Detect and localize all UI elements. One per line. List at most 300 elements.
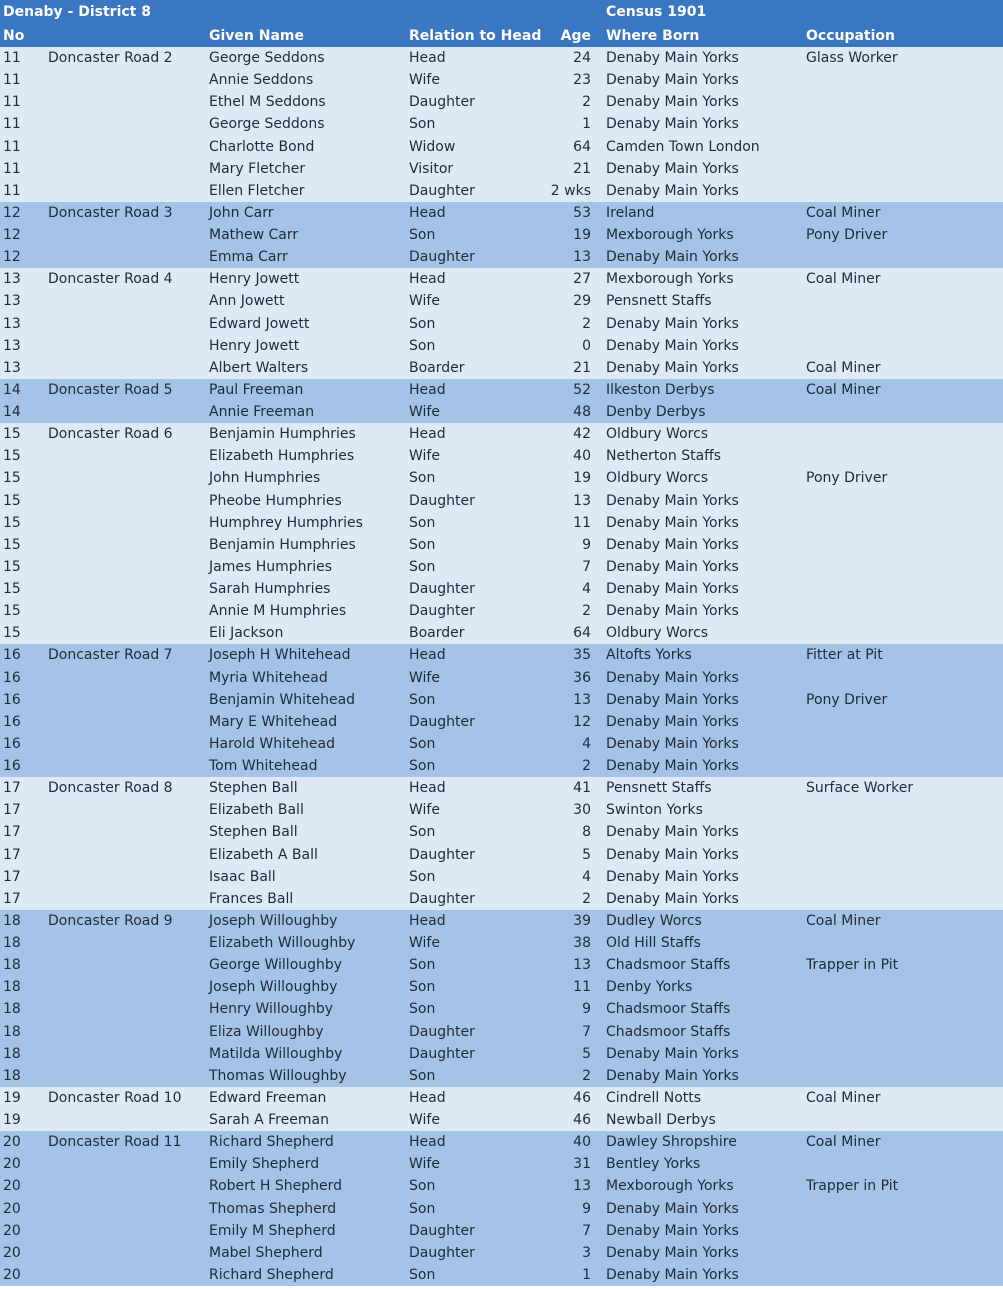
cell-given-name: Eliza Willoughby <box>209 1023 324 1040</box>
cell-no: 14 <box>3 381 21 398</box>
cell-age: 5 <box>582 846 591 863</box>
cell-no: 17 <box>3 846 21 863</box>
cell-where-born: Mexborough Yorks <box>606 227 734 243</box>
cell-age: 2 <box>582 603 591 620</box>
cell-no: 15 <box>3 536 21 553</box>
cell-relation: Son <box>409 1001 436 1018</box>
cell-relation: Daughter <box>409 249 475 266</box>
cell-relation: Wife <box>409 448 440 465</box>
column-header-no: No <box>3 28 25 44</box>
table-row <box>0 379 1003 401</box>
cell-given-name: Matilda Willoughby <box>209 1045 343 1062</box>
cell-relation: Wife <box>409 1156 440 1173</box>
cell-relation: Head <box>409 1089 446 1106</box>
cell-age: 12 <box>573 713 591 730</box>
cell-age: 41 <box>573 780 591 797</box>
cell-no: 17 <box>3 868 21 885</box>
cell-age: 2 <box>582 315 591 332</box>
cell-age: 24 <box>573 50 591 66</box>
cell-given-name: George Seddons <box>209 116 325 133</box>
cell-relation: Son <box>409 470 436 487</box>
cell-given-name: James Humphries <box>209 558 333 575</box>
column-header-where-born: Where Born <box>606 28 700 44</box>
census-label: Census 1901 <box>606 4 707 20</box>
cell-where-born: Denaby Main Yorks <box>606 315 739 332</box>
cell-given-name: Sarah Humphries <box>209 581 331 597</box>
cell-given-name: Pheobe Humphries <box>209 492 342 509</box>
cell-age: 13 <box>573 691 591 708</box>
cell-relation: Boarder <box>409 359 465 376</box>
table-row <box>0 976 1003 998</box>
cell-no: 20 <box>3 1134 21 1151</box>
cell-age: 5 <box>582 1045 591 1062</box>
table-row <box>0 423 1003 445</box>
cell-no: 11 <box>3 50 21 66</box>
table-row <box>0 910 1003 932</box>
cell-given-name: Isaac Ball <box>209 868 276 885</box>
cell-no: 15 <box>3 514 21 531</box>
cell-where-born: Chadsmoor Staffs <box>606 1023 731 1040</box>
cell-occupation: Fitter at Pit <box>806 647 883 664</box>
cell-where-born: Denaby Main Yorks <box>606 50 739 66</box>
column-header-given-name: Given Name <box>209 28 304 44</box>
cell-given-name: Annie M Humphries <box>209 603 347 620</box>
cell-given-name: Mathew Carr <box>209 227 299 243</box>
cell-age: 27 <box>573 271 591 288</box>
cell-relation: Wife <box>409 1112 440 1128</box>
cell-age: 13 <box>573 957 591 974</box>
cell-relation: Daughter <box>409 603 475 620</box>
cell-relation: Head <box>409 271 446 288</box>
cell-given-name: Charlotte Bond <box>209 138 315 155</box>
cell-no: 11 <box>3 160 21 177</box>
table-row <box>0 799 1003 821</box>
table-row <box>0 1065 1003 1087</box>
cell-no: 13 <box>3 315 21 332</box>
cell-given-name: Richard Shepherd <box>209 1134 334 1151</box>
table-row <box>0 534 1003 556</box>
cell-given-name: Richard Shepherd <box>209 1266 334 1283</box>
cell-where-born: Denaby Main Yorks <box>606 713 739 730</box>
cell-relation: Wife <box>409 404 440 420</box>
cell-no: 17 <box>3 890 21 907</box>
table-row <box>0 844 1003 866</box>
cell-where-born: Denaby Main Yorks <box>606 581 739 597</box>
cell-relation: Head <box>409 50 446 66</box>
table-row <box>0 1242 1003 1264</box>
cell-occupation: Pony Driver <box>806 470 888 487</box>
cell-given-name: Emma Carr <box>209 249 288 266</box>
cell-age: 64 <box>573 625 591 642</box>
cell-age: 48 <box>573 404 591 420</box>
cell-where-born: Ireland <box>606 204 655 221</box>
table-row <box>0 667 1003 689</box>
cell-relation: Son <box>409 514 436 531</box>
cell-no: 16 <box>3 713 21 730</box>
cell-relation: Daughter <box>409 1023 475 1040</box>
table-row <box>0 158 1003 180</box>
cell-relation: Son <box>409 558 436 575</box>
cell-no: 16 <box>3 691 21 708</box>
table-row <box>0 821 1003 843</box>
table-row <box>0 1087 1003 1109</box>
cell-age: 1 <box>582 1266 591 1283</box>
cell-given-name: Joseph H Whitehead <box>209 647 351 664</box>
table-row <box>0 224 1003 246</box>
cell-occupation: Coal Miner <box>806 381 881 398</box>
cell-where-born: Swinton Yorks <box>606 802 703 819</box>
cell-where-born: Denaby Main Yorks <box>606 1067 739 1084</box>
table-row <box>0 1264 1003 1286</box>
cell-relation: Son <box>409 1266 436 1283</box>
table-row <box>0 246 1003 268</box>
cell-occupation: Coal Miner <box>806 204 881 221</box>
cell-where-born: Denaby Main Yorks <box>606 1200 739 1217</box>
cell-no: 15 <box>3 470 21 487</box>
cell-no: 16 <box>3 758 21 774</box>
cell-relation: Wife <box>409 72 440 89</box>
cell-age: 40 <box>573 448 591 465</box>
table-row <box>0 866 1003 888</box>
cell-given-name: Stephen Ball <box>209 824 298 841</box>
table-row <box>0 954 1003 976</box>
cell-address: Doncaster Road 6 <box>48 426 173 443</box>
cell-given-name: Myria Whitehead <box>209 669 328 686</box>
cell-age: 31 <box>573 1156 591 1173</box>
cell-occupation: Trapper in Pit <box>806 1178 899 1195</box>
cell-relation: Daughter <box>409 492 475 509</box>
cell-no: 19 <box>3 1112 21 1128</box>
cell-where-born: Denaby Main Yorks <box>606 1244 739 1261</box>
cell-relation: Head <box>409 1134 446 1151</box>
cell-where-born: Old Hill Staffs <box>606 935 701 951</box>
table-row <box>0 556 1003 578</box>
cell-age: 40 <box>573 1134 591 1151</box>
cell-given-name: Joseph Willoughby <box>209 979 338 996</box>
cell-age: 19 <box>573 227 591 243</box>
cell-where-born: Denaby Main Yorks <box>606 1045 739 1062</box>
cell-address: Doncaster Road 8 <box>48 780 173 797</box>
cell-no: 18 <box>3 1001 21 1018</box>
cell-where-born: Denaby Main Yorks <box>606 669 739 686</box>
cell-age: 42 <box>573 426 591 443</box>
cell-given-name: Mary E Whitehead <box>209 713 338 730</box>
column-header-relation: Relation to Head <box>409 28 542 44</box>
cell-no: 15 <box>3 492 21 509</box>
cell-where-born: Oldbury Worcs <box>606 426 709 443</box>
cell-given-name: Elizabeth A Ball <box>209 846 318 863</box>
cell-where-born: Denaby Main Yorks <box>606 868 739 885</box>
cell-occupation: Coal Miner <box>806 271 881 288</box>
cell-where-born: Denaby Main Yorks <box>606 890 739 907</box>
cell-no: 16 <box>3 669 21 686</box>
table-row <box>0 313 1003 335</box>
cell-given-name: Sarah A Freeman <box>209 1112 329 1128</box>
cell-age: 23 <box>573 72 591 89</box>
cell-no: 13 <box>3 271 21 288</box>
column-header-age: Age <box>560 28 591 44</box>
cell-relation: Head <box>409 381 446 398</box>
table-row <box>0 202 1003 224</box>
cell-relation: Son <box>409 536 436 553</box>
cell-age: 8 <box>582 824 591 841</box>
table-row <box>0 1021 1003 1043</box>
cell-no: 13 <box>3 293 21 310</box>
cell-age: 2 <box>582 890 591 907</box>
cell-no: 20 <box>3 1222 21 1239</box>
cell-no: 12 <box>3 249 21 266</box>
cell-given-name: George Willoughby <box>209 957 343 974</box>
cell-given-name: Thomas Willoughby <box>209 1067 347 1084</box>
cell-no: 11 <box>3 94 21 111</box>
cell-relation: Wife <box>409 669 440 686</box>
cell-relation: Daughter <box>409 1222 475 1239</box>
cell-relation: Son <box>409 1067 436 1084</box>
table-row <box>0 357 1003 379</box>
cell-relation: Daughter <box>409 713 475 730</box>
cell-address: Doncaster Road 4 <box>48 271 173 288</box>
cell-age: 4 <box>582 735 591 752</box>
cell-no: 15 <box>3 558 21 575</box>
table-row <box>0 1220 1003 1242</box>
cell-age: 7 <box>582 1023 591 1040</box>
cell-where-born: Denaby Main Yorks <box>606 116 739 133</box>
cell-where-born: Bentley Yorks <box>606 1156 701 1173</box>
cell-where-born: Altofts Yorks <box>606 647 692 664</box>
table-row <box>0 290 1003 312</box>
cell-age: 7 <box>582 558 591 575</box>
cell-age: 39 <box>573 912 591 929</box>
cell-no: 15 <box>3 603 21 620</box>
cell-where-born: Denaby Main Yorks <box>606 536 739 553</box>
cell-no: 15 <box>3 426 21 443</box>
cell-relation: Visitor <box>409 160 454 177</box>
cell-relation: Wife <box>409 935 440 951</box>
cell-given-name: Mabel Shepherd <box>209 1244 323 1261</box>
table-row <box>0 136 1003 158</box>
column-header-row <box>0 24 1003 47</box>
cell-occupation: Pony Driver <box>806 227 888 243</box>
cell-no: 11 <box>3 138 21 155</box>
cell-relation: Boarder <box>409 625 465 642</box>
cell-relation: Son <box>409 116 436 133</box>
cell-where-born: Pensnett Staffs <box>606 293 712 310</box>
cell-age: 46 <box>573 1112 591 1128</box>
cell-no: 17 <box>3 780 21 797</box>
table-row <box>0 1131 1003 1153</box>
cell-given-name: Ellen Fletcher <box>209 182 305 199</box>
cell-where-born: Cindrell Notts <box>606 1089 702 1106</box>
cell-given-name: Thomas Shepherd <box>209 1200 337 1217</box>
table-row <box>0 932 1003 954</box>
table-row <box>0 711 1003 733</box>
cell-where-born: Denaby Main Yorks <box>606 249 739 266</box>
cell-occupation: Coal Miner <box>806 359 881 376</box>
cell-given-name: Henry Willoughby <box>209 1001 334 1018</box>
cell-given-name: Benjamin Whitehead <box>209 691 356 708</box>
cell-age: 13 <box>573 492 591 509</box>
cell-where-born: Newball Derbys <box>606 1112 716 1128</box>
table-body <box>0 47 1003 1286</box>
table-row <box>0 578 1003 600</box>
table-row <box>0 467 1003 489</box>
table-row <box>0 689 1003 711</box>
cell-address: Doncaster Road 11 <box>48 1134 182 1151</box>
column-header-occupation: Occupation <box>806 28 896 44</box>
cell-no: 16 <box>3 735 21 752</box>
cell-no: 12 <box>3 204 21 221</box>
cell-given-name: Benjamin Humphries <box>209 536 356 553</box>
cell-where-born: Denaby Main Yorks <box>606 758 739 774</box>
cell-age: 21 <box>573 160 591 177</box>
cell-relation: Son <box>409 227 436 243</box>
cell-given-name: Albert Walters <box>209 359 309 376</box>
cell-given-name: Eli Jackson <box>209 625 284 642</box>
cell-given-name: Emily M Shepherd <box>209 1222 336 1239</box>
cell-where-born: Denaby Main Yorks <box>606 824 739 841</box>
cell-given-name: Emily Shepherd <box>209 1156 320 1173</box>
table-row <box>0 180 1003 202</box>
cell-relation: Son <box>409 868 436 885</box>
cell-relation: Head <box>409 426 446 443</box>
cell-given-name: Edward Freeman <box>209 1089 327 1106</box>
cell-where-born: Pensnett Staffs <box>606 780 712 797</box>
cell-where-born: Denby Derbys <box>606 404 706 420</box>
table-row <box>0 1109 1003 1131</box>
cell-address: Doncaster Road 10 <box>48 1089 182 1106</box>
table-row <box>0 777 1003 799</box>
cell-where-born: Chadsmoor Staffs <box>606 957 731 974</box>
cell-address: Doncaster Road 2 <box>48 50 173 66</box>
cell-occupation: Pony Driver <box>806 691 888 708</box>
cell-age: 30 <box>573 802 591 819</box>
cell-age: 7 <box>582 1222 591 1239</box>
cell-age: 9 <box>582 1001 591 1018</box>
cell-relation: Head <box>409 780 446 797</box>
cell-where-born: Denby Yorks <box>606 979 693 996</box>
cell-age: 13 <box>573 1178 591 1195</box>
cell-relation: Daughter <box>409 890 475 907</box>
cell-where-born: Netherton Staffs <box>606 448 722 465</box>
cell-relation: Son <box>409 979 436 996</box>
cell-age: 38 <box>573 935 591 951</box>
cell-no: 15 <box>3 581 21 597</box>
table-row <box>0 47 1003 69</box>
table-row <box>0 113 1003 135</box>
cell-relation: Son <box>409 691 436 708</box>
cell-given-name: Robert H Shepherd <box>209 1178 342 1195</box>
cell-relation: Son <box>409 824 436 841</box>
cell-given-name: Annie Freeman <box>209 404 315 420</box>
cell-occupation: Coal Miner <box>806 912 881 929</box>
table-row <box>0 733 1003 755</box>
cell-given-name: Edward Jowett <box>209 315 310 332</box>
cell-no: 11 <box>3 72 21 89</box>
cell-age: 4 <box>582 868 591 885</box>
cell-no: 20 <box>3 1244 21 1261</box>
table-row <box>0 401 1003 423</box>
cell-given-name: Frances Ball <box>209 890 294 907</box>
cell-no: 18 <box>3 1067 21 1084</box>
cell-given-name: Ann Jowett <box>209 293 285 310</box>
cell-relation: Son <box>409 1200 436 1217</box>
cell-age: 35 <box>573 647 591 664</box>
cell-no: 19 <box>3 1089 21 1106</box>
cell-age: 13 <box>573 249 591 266</box>
cell-no: 16 <box>3 647 21 664</box>
cell-no: 20 <box>3 1266 21 1283</box>
table-row <box>0 512 1003 534</box>
cell-no: 18 <box>3 979 21 996</box>
table-row <box>0 888 1003 910</box>
cell-where-born: Denaby Main Yorks <box>606 94 739 111</box>
cell-age: 21 <box>573 359 591 376</box>
cell-given-name: Elizabeth Humphries <box>209 448 355 465</box>
cell-given-name: Ethel M Seddons <box>209 94 326 111</box>
table-row <box>0 445 1003 467</box>
sheet-title: Denaby - District 8 <box>3 4 151 20</box>
cell-no: 18 <box>3 1045 21 1062</box>
cell-no: 12 <box>3 227 21 243</box>
cell-relation: Head <box>409 912 446 929</box>
table-row <box>0 1153 1003 1175</box>
cell-no: 20 <box>3 1200 21 1217</box>
cell-given-name: Tom Whitehead <box>209 758 318 774</box>
cell-relation: Head <box>409 204 446 221</box>
cell-no: 18 <box>3 1023 21 1040</box>
cell-age: 2 <box>582 758 591 774</box>
cell-age: 9 <box>582 1200 591 1217</box>
cell-relation: Daughter <box>409 1244 475 1261</box>
cell-relation: Head <box>409 647 446 664</box>
cell-no: 18 <box>3 912 21 929</box>
cell-age: 46 <box>573 1089 591 1106</box>
cell-relation: Daughter <box>409 581 475 597</box>
cell-no: 20 <box>3 1156 21 1173</box>
cell-age: 53 <box>573 204 591 221</box>
cell-relation: Son <box>409 315 436 332</box>
cell-relation: Son <box>409 735 436 752</box>
table-row <box>0 644 1003 666</box>
cell-occupation: Coal Miner <box>806 1134 881 1151</box>
cell-relation: Son <box>409 1178 436 1195</box>
table-row <box>0 1043 1003 1065</box>
cell-where-born: Denaby Main Yorks <box>606 160 739 177</box>
cell-relation: Son <box>409 957 436 974</box>
cell-where-born: Dudley Worcs <box>606 912 702 929</box>
cell-address: Doncaster Road 5 <box>48 381 173 398</box>
cell-where-born: Denaby Main Yorks <box>606 514 739 531</box>
cell-relation: Daughter <box>409 182 475 199</box>
cell-no: 18 <box>3 935 21 951</box>
table-row <box>0 755 1003 777</box>
table-row <box>0 600 1003 622</box>
cell-where-born: Denaby Main Yorks <box>606 846 739 863</box>
cell-no: 18 <box>3 957 21 974</box>
cell-given-name: Elizabeth Ball <box>209 802 304 819</box>
table-row <box>0 1175 1003 1197</box>
cell-no: 13 <box>3 359 21 376</box>
cell-age: 52 <box>573 381 591 398</box>
cell-where-born: Denaby Main Yorks <box>606 558 739 575</box>
cell-no: 13 <box>3 337 21 354</box>
cell-given-name: Elizabeth Willoughby <box>209 935 356 951</box>
cell-relation: Son <box>409 337 436 354</box>
cell-given-name: Paul Freeman <box>209 381 304 398</box>
cell-occupation: Glass Worker <box>806 50 898 66</box>
table-row <box>0 1198 1003 1220</box>
cell-where-born: Camden Town London <box>606 138 760 155</box>
